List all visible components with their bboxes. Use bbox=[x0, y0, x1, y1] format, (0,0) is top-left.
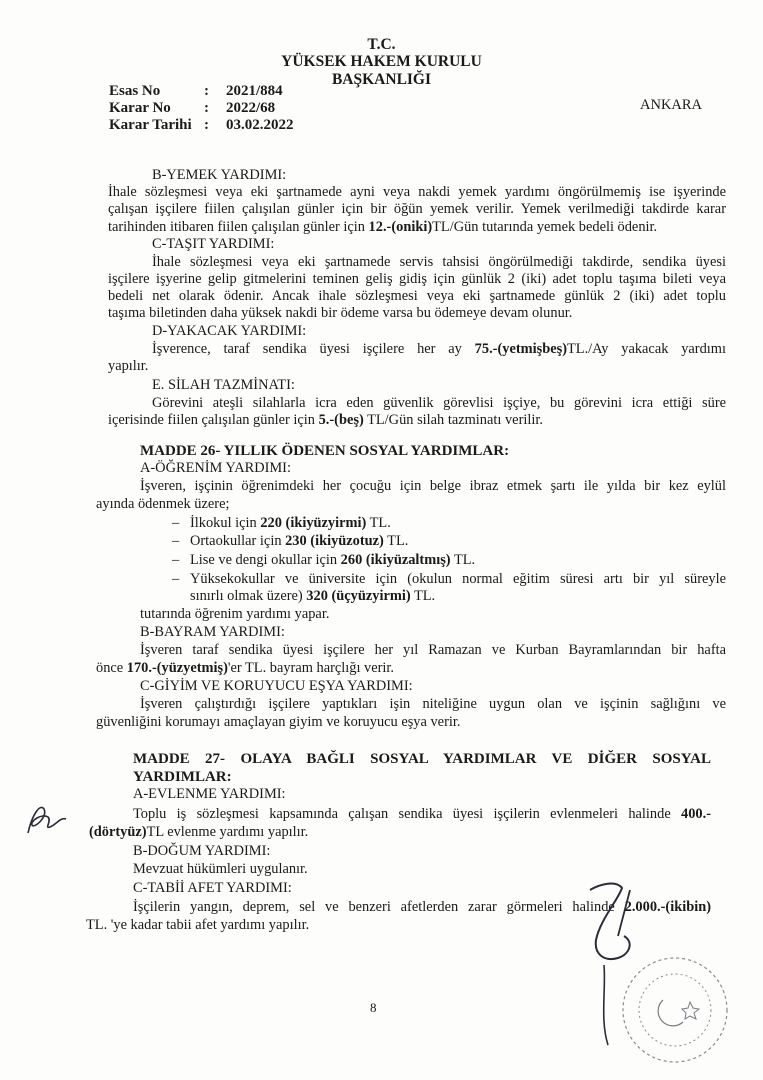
signature-and-seal bbox=[560, 870, 760, 1075]
karar-colon: : bbox=[204, 100, 209, 116]
yemek-text-3: tarihinden itibaren fiilen çalışılan günler için 12.-(oniki)TL/Gün tutarında yemek bedeli ödenir. bbox=[108, 219, 658, 235]
afet-text-2: TL. 'ye kadar tabii afet yardımı yapılır. bbox=[86, 917, 310, 933]
list-dash: – bbox=[172, 552, 180, 568]
bayram-text-2: önce 170.-(yüzyetmiş)'er TL. bayram harçlığı verir. bbox=[96, 660, 395, 676]
yemek-text-1: İhale sözleşmesi veya eki şartnamede ayni veya nakdi yemek yardımı öngörülmemiş ise işyerinde bbox=[108, 184, 726, 200]
tarih-value: 03.02.2022 bbox=[226, 117, 294, 133]
ogrenim-text-2: ayında ödenmek üzere; bbox=[96, 496, 230, 512]
page-number: 8 bbox=[370, 1000, 377, 1015]
dogum-text: Mevzuat hükümleri uygulanır. bbox=[133, 861, 308, 877]
tasit-text-1: İhale sözleşmesi veya eki şartnamede servis tahsisi öngörülmediği takdirde, sendika üyesi bbox=[152, 254, 726, 270]
silah-title: E. SİLAH TAZMİNATI: bbox=[152, 377, 295, 393]
giyim-text-1: İşveren çalıştırdığı işçilere yaptıkları işin niteliğine uygun olan ve işçinin sağlığını ve bbox=[140, 696, 726, 712]
list-dash: – bbox=[172, 515, 180, 531]
evlenme-text-2: (dörtyüz)TL evlenme yardımı yapılır. bbox=[89, 824, 309, 840]
header-tc: T.C. bbox=[367, 36, 396, 53]
tasit-text-3: bedeli net olarak ödenir. Ancak ihale sözleşmesi veya eki şartnamede günlük 2 (iki) adet toplu bbox=[108, 288, 726, 304]
tarih-colon: : bbox=[204, 117, 209, 133]
afet-title: C-TABİİ AFET YARDIMI: bbox=[133, 880, 292, 896]
lise-item: Lise ve dengi okullar için 260 (ikiyüzaltmış) TL. bbox=[190, 552, 476, 568]
ogrenim-end: tutarında öğrenim yardımı yapar. bbox=[140, 606, 330, 622]
esas-label: Esas No bbox=[109, 83, 161, 99]
evlenme-text-1: Toplu iş sözleşmesi kapsamında çalışan sendika üyesi işçilerin evlenmeleri halinde 400.- bbox=[133, 806, 711, 822]
madde-27-title-cont: YARDIMLAR: bbox=[133, 769, 232, 785]
yemek-text-2: çalışan işçilere fiilen çalışılan günler için bir öğün yemek verilir. Yemek verilmediği takdirde karar bbox=[108, 201, 726, 217]
karar-label: Karar No bbox=[109, 100, 171, 116]
silah-text-2: içerisinde fiilen çalışılan günler için 5.-(beş) TL/Gün silah tazminatı verilir. bbox=[108, 412, 543, 428]
evlenme-title: A-EVLENME YARDIMI: bbox=[133, 786, 286, 802]
giyim-title: C-GİYİM VE KORUYUCU EŞYA YARDIMI: bbox=[140, 678, 413, 694]
silah-text-1: Görevini ateşli silahlarla icra eden güvenlik görevlisi işçiye, bu görevini icra ettiği süre bbox=[152, 395, 726, 411]
yakacak-text-2: yapılır. bbox=[108, 358, 149, 374]
ilkokul-item: İlkokul için 220 (ikiyüzyirmi) TL. bbox=[190, 515, 391, 531]
header-presidency: BAŞKANLIĞI bbox=[331, 71, 432, 88]
margin-initials-signature bbox=[22, 795, 70, 843]
list-dash: – bbox=[172, 533, 180, 549]
madde-27-title: MADDE 27- OLAYA BAĞLI SOSYAL YARDIMLAR VE DİĞER SOSYAL bbox=[133, 751, 711, 767]
yakacak-title: D-YAKACAK YARDIMI: bbox=[152, 323, 307, 339]
ortaokul-item: Ortaokullar için 230 (ikiyüzotuz) TL. bbox=[190, 533, 409, 549]
city: ANKARA bbox=[640, 97, 703, 113]
tasit-text-2: işçilere işyerine gelip gitmelerini teminen geliş gidiş için günlük 2 (iki) adet toplu taşıma bileti veya bbox=[108, 271, 726, 287]
esas-colon: : bbox=[204, 83, 209, 99]
yuksekokul-item: Yüksekokullar ve üniversite için (okulun normal eğitim süresi artı bir yıl süreyle bbox=[190, 571, 726, 587]
giyim-text-2: güvenliğini korumayı amaçlayan giyim ve koruyucu eşya verir. bbox=[96, 714, 461, 730]
tasit-text-4: taşıma biletinden daha yüksek nakdi bir ödeme varsa bu ödemeye devam olunur. bbox=[108, 305, 573, 321]
dogum-title: B-DOĞUM YARDIMI: bbox=[133, 843, 271, 859]
bayram-title: B-BAYRAM YARDIMI: bbox=[140, 624, 285, 640]
yakacak-text-1: İşverence, taraf sendika üyesi işçilere her ay 75.-(yetmişbeş)TL./Ay yakacak yardımı bbox=[152, 341, 726, 357]
afet-text-1: İşçilerin yangın, deprem, sel ve benzeri afetlerden zarar görmeleri halinde 2.000.-(ikibin) bbox=[133, 899, 711, 915]
ogrenim-text-1: İşveren, işçinin öğrenimdeki her çocuğu için belge ibraz etmek şartı ile yılda bir kez eylül bbox=[140, 478, 726, 494]
karar-value: 2022/68 bbox=[226, 100, 276, 116]
yuksekokul-item-cont: sınırlı olmak üzere) 320 (üçyüzyirmi) TL. bbox=[190, 588, 436, 604]
bayram-text-1: İşveren taraf sendika üyesi işçilere her yıl Ramazan ve Kurban Bayramlarından bir hafta bbox=[140, 642, 726, 658]
ogrenim-title: A-ÖĞRENİM YARDIMI: bbox=[140, 460, 291, 476]
header-institution: YÜKSEK HAKEM KURULU bbox=[281, 53, 482, 70]
yemek-title: B-YEMEK YARDIMI: bbox=[152, 167, 287, 183]
madde-26-title: MADDE 26- YILLIK ÖDENEN SOSYAL YARDIMLAR: bbox=[140, 443, 510, 459]
esas-value: 2021/884 bbox=[226, 83, 283, 99]
list-dash: – bbox=[172, 571, 180, 587]
tasit-title: C-TAŞIT YARDIMI: bbox=[152, 236, 275, 252]
tarih-label: Karar Tarihi bbox=[109, 117, 192, 133]
